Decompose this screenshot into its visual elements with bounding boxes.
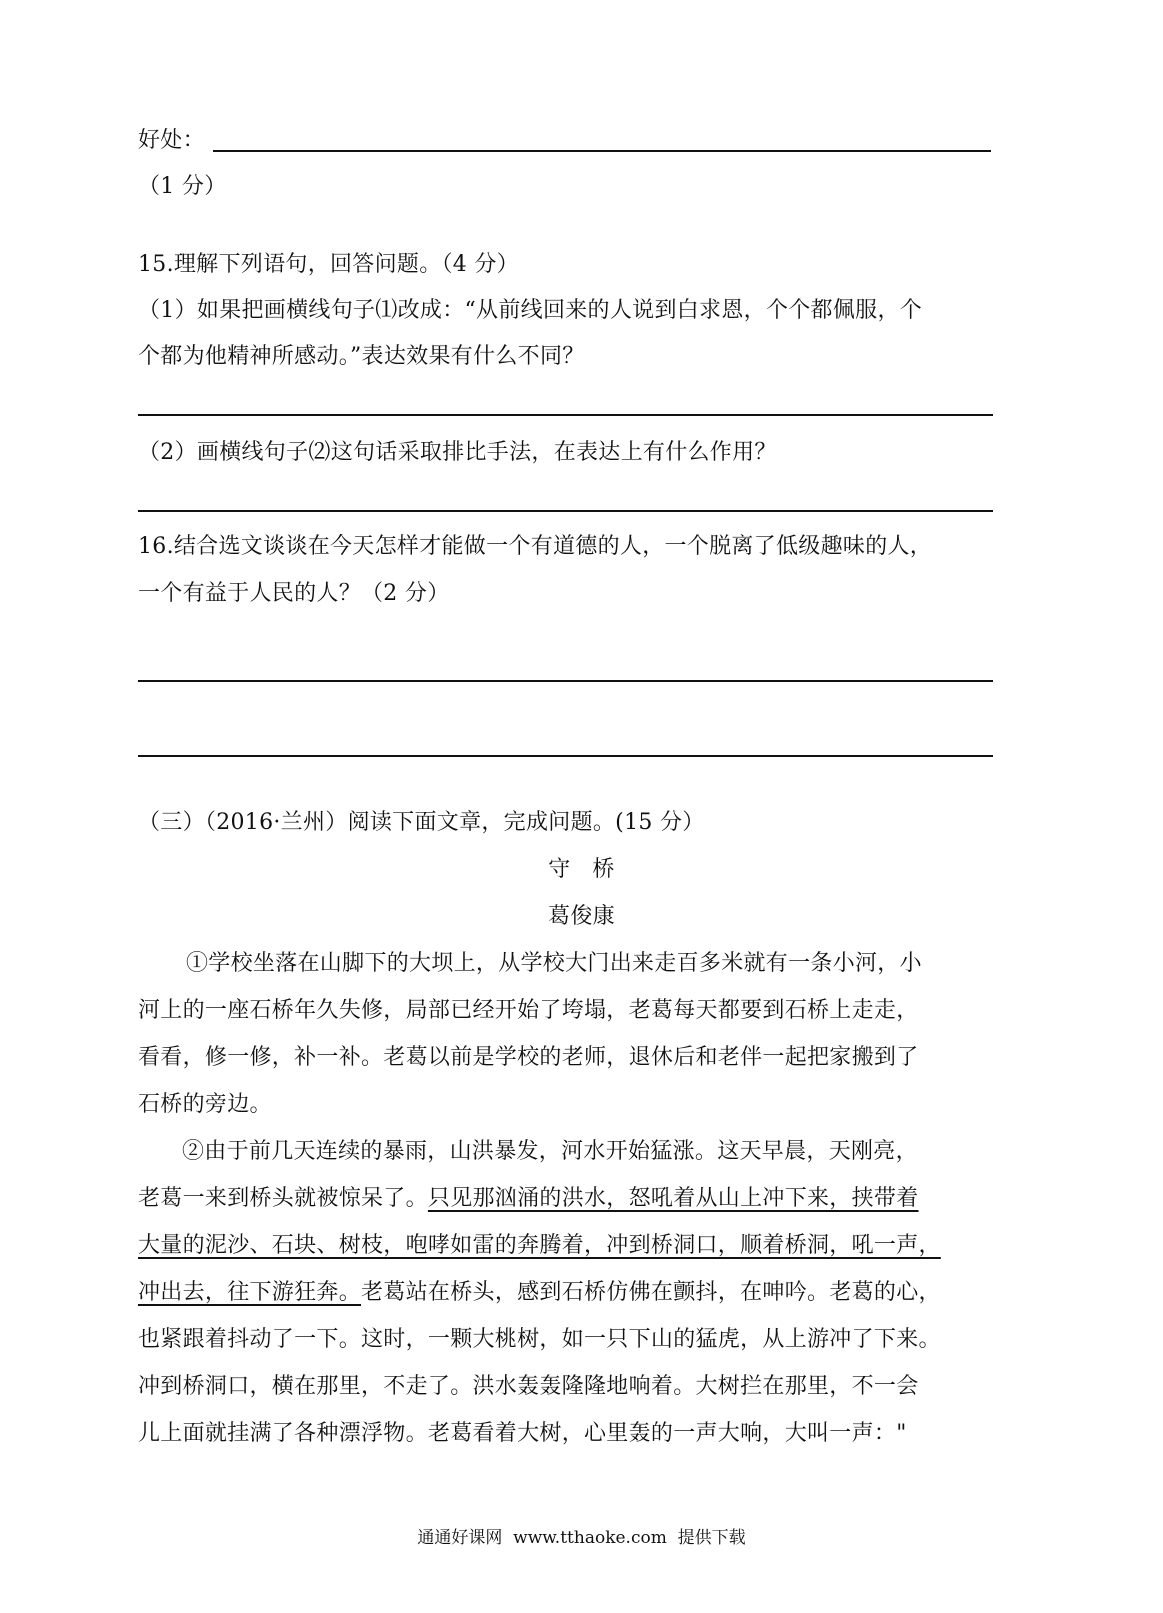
passage-p2-line6: 冲到桥洞口，横在那里，不走了。洪水轰轰隆隆地响着。大树拦在那里，不一会 <box>138 1374 919 1399</box>
passage-p2-line7: 儿上面就挂满了各种漂浮物。老葛看着大树，心里轰的一声大响，大叫一声：" <box>138 1421 907 1446</box>
answer-line-q16-2 <box>138 755 993 757</box>
passage-p1-line1: ①学校坐落在山脚下的大坝上，从学校大门出来走百多米就有一条小河，小 <box>186 951 922 976</box>
passage-p2-line3 <box>138 1231 941 1261</box>
passage-p1-line2: 河上的一座石桥年久失修，局部已经开始了垮塌，老葛每天都要到石桥上走走， <box>138 998 919 1023</box>
passage-p2-line4-underlined: 冲出去，往下游狂奔。 <box>138 1280 362 1305</box>
article-author: 葛俊康 <box>548 904 615 929</box>
section-3-header: （三）（2016·兰州）阅读下面文章，完成问题。(15 分） <box>138 810 705 835</box>
passage-p2-line5: 也紧跟着抖动了一下。这时，一颗大桃树，如一只下山的猛虎，从上游冲了下来。 <box>138 1327 941 1352</box>
passage-p2-line4 <box>138 1278 941 1308</box>
passage-p2-line3-underlined: 大量的泥沙、石块、树枝，咆哮如雷的奔腾着，冲到桥洞口，顺着桥洞，吼一声， <box>138 1233 941 1258</box>
passage-p1-line4: 石桥的旁边。 <box>138 1092 272 1117</box>
score-note: （1 分） <box>138 174 227 199</box>
passage-p2-line2 <box>138 1184 919 1214</box>
benefit-label: 好处： <box>138 128 205 153</box>
answer-line-q15-1 <box>138 414 993 416</box>
answer-line-benefit <box>213 150 991 152</box>
question-16-line2: 一个有益于人民的人？（2 分） <box>138 581 450 606</box>
passage-p1-line3: 看看，修一修，补一补。老葛以前是学校的老师，退休后和老伴一起把家搬到了 <box>138 1045 919 1070</box>
question-15-title: 15.理解下列语句，回答问题。（4 分） <box>138 252 519 277</box>
passage-p2-line2-plain: 老葛一来到桥头就被惊呆了。 <box>138 1186 428 1211</box>
page-footer: 通通好课网 www.tthaoke.com 提供下载 <box>417 1528 746 1548</box>
question-16-line1: 16.结合选文谈谈在今天怎样才能做一个有道德的人，一个脱离了低级趣味的人， <box>138 534 933 559</box>
question-15-sub1-line1: （1）如果把画横线句子⑴改成：“从前线回来的人说到白求恩，个个都佩服，个 <box>138 298 923 323</box>
passage-p2-line2-underlined: 只见那汹涌的洪水，怒吼着从山上冲下来，挟带着 <box>427 1186 919 1211</box>
question-15-sub2: （2）画横线句子⑵这句话采取排比手法，在表达上有什么作用？ <box>138 440 777 465</box>
article-title: 守 桥 <box>548 857 615 882</box>
passage-p2-line1: ②由于前几天连续的暴雨，山洪暴发，河水开始猛涨。这天早晨，天刚亮， <box>182 1139 918 1164</box>
answer-line-q16-1 <box>138 680 993 682</box>
answer-line-q15-2 <box>138 510 993 512</box>
passage-p2-line4-plain: 老葛站在桥头，感到石桥仿佛在颤抖，在呻吟。老葛的心， <box>361 1280 941 1305</box>
question-15-sub1-line2: 个都为他精神所感动。”表达效果有什么不同？ <box>138 344 585 369</box>
